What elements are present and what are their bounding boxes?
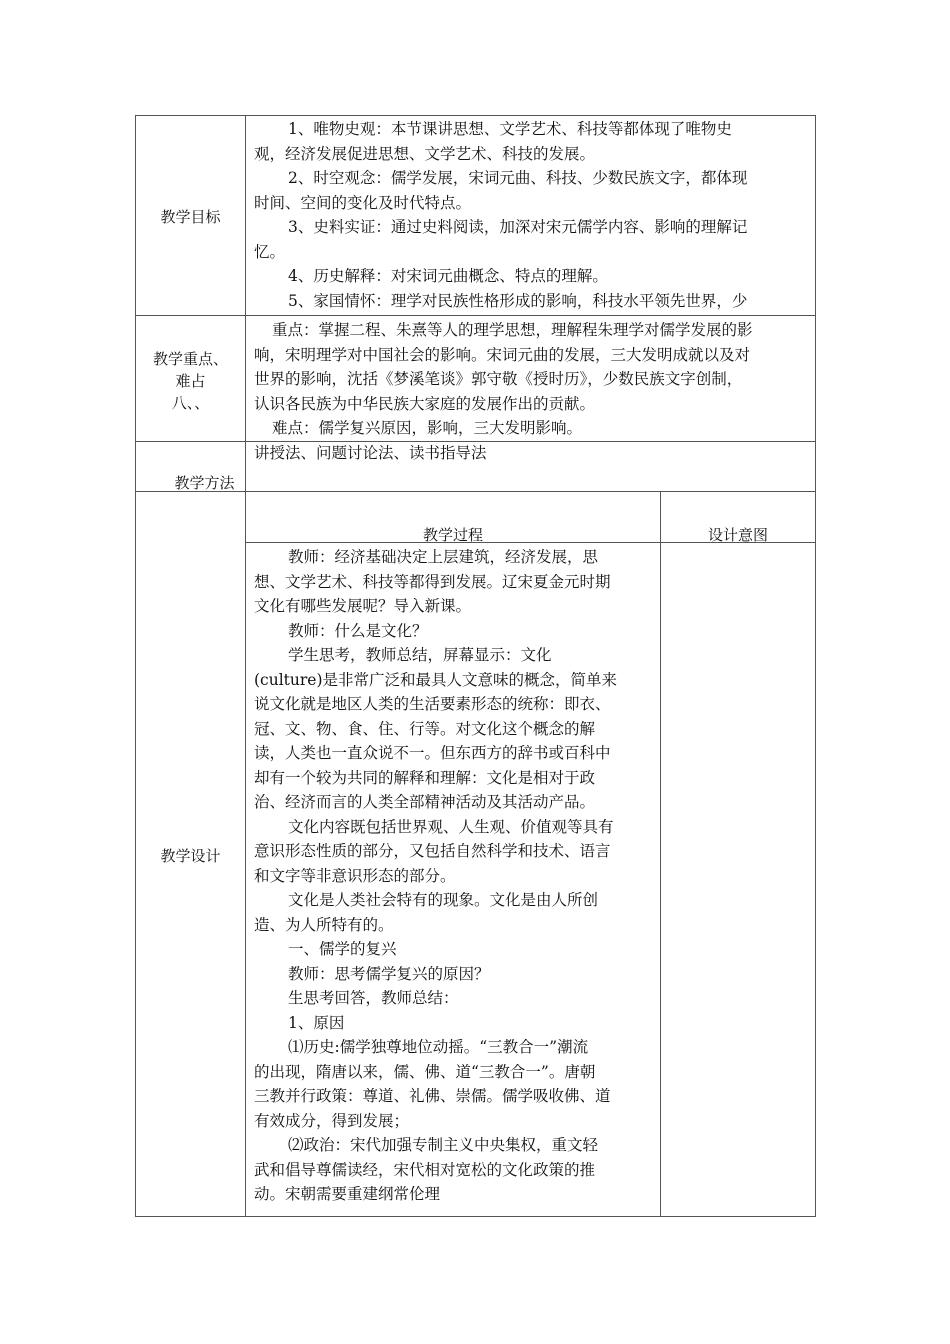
key-points-label-line: 教学重点、: [152, 350, 228, 368]
key-points-label-line: 难占: [175, 372, 206, 390]
intent-header: 设计意图: [707, 526, 768, 544]
process-line: 教师：什么是文化？: [288, 621, 428, 640]
process-line: 生思考回答，教师总结：: [288, 989, 459, 1007]
objectives-content: [254, 117, 810, 314]
design-process-content: [254, 545, 656, 1215]
process-line: 学生思考，教师总结，屏幕显示：文化: [288, 646, 552, 664]
process-line: 的出现，隋唐以来，儒、佛、道“三教合一”。唐朝: [254, 1062, 596, 1081]
key-point-line: 难点：儒学复兴原因，影响，三大发明影响。: [272, 419, 583, 437]
table-border-top: [135, 115, 816, 116]
process-line: 教师：经济基础决定上层建筑，经济发展，思: [288, 548, 599, 566]
objective-line: 5、家国情怀：理学对民族性格形成的影响，科技水平领先世界，少: [288, 291, 748, 310]
objective-line: 4、历史解释：对宋词元曲概念、特点的理解。: [288, 267, 608, 285]
process-line: 文化内容既包括世界观、人生观、价值观等具有: [288, 817, 614, 836]
table-border-left: [135, 115, 136, 1217]
objectives-label: 教学目标: [160, 208, 221, 226]
process-line: 冠、文、物、食、住、行等。对文化这个概念的解: [254, 719, 596, 738]
intent-column-divider: [660, 491, 661, 1217]
process-line: 和文字等非意识形态的部分。: [254, 866, 456, 885]
process-line: 1、原因: [288, 1013, 345, 1032]
methods-label: 教学方法: [174, 474, 235, 492]
key-points-label: [136, 348, 245, 414]
process-line: ⑴历史:儒学独尊地位动摇。“三教合一”潮流: [288, 1038, 589, 1056]
methods-content: 讲授法、问题讨论法、读书指导法: [254, 444, 487, 462]
design-label: 教学设计: [160, 847, 221, 865]
process-line: 读，人类也一直众说不一。但东西方的辞书或百科中: [254, 744, 611, 762]
process-line: 武和倡导尊儒读经，宋代相对宽松的文化政策的推: [254, 1160, 596, 1179]
key-points-content: [254, 318, 810, 440]
process-line: 文化有哪些发展呢？导入新课。: [254, 597, 472, 615]
process-line: 意识形态性质的部分，又包括自然科学和技术、语言: [254, 842, 611, 860]
key-point-line: 世界的影响，沈括《梦溪笔谈》郭守敬《授时历》，少数民族文字创制，: [254, 370, 743, 388]
table-border-right: [815, 115, 816, 1217]
key-point-line: 重点：掌握二程、朱熹等人的理学思想，理解程朱理学对儒学发展的影: [272, 321, 753, 339]
process-line: 却有一个较为共同的解释和理解：文化是相对于政: [254, 768, 596, 787]
key-points-label-line: 八、、: [171, 394, 210, 412]
objective-line: 时间、空间的变化及时代特点。: [254, 193, 472, 212]
process-line: 想、文学艺术、科技等都得到发展。辽宋夏金元时期: [254, 572, 611, 591]
label-column-divider: [245, 115, 246, 1217]
process-line: 教师：思考儒学复兴的原因？: [288, 964, 490, 983]
key-point-line: 响，宋明理学对中国社会的影响。宋词元曲的发展，三大发明成就以及对: [254, 345, 751, 364]
objective-line: 忆。: [254, 242, 286, 261]
process-line: 一、儒学的复兴: [288, 940, 397, 958]
process-line: 动。宋朝需要重建纲常伦理: [254, 1185, 441, 1203]
objective-line: 观，经济发展促进思想、文学艺术、科技的发展。: [254, 144, 596, 163]
objective-line: 1、唯物史观：本节课讲思想、文学艺术、科技等都体现了唯物史: [288, 120, 732, 138]
process-line: 治、经济而言的人类全部精神活动及其活动产品。: [254, 793, 596, 811]
process-line: (culture)是非常广泛和最具人文意味的概念，简单来: [254, 670, 618, 689]
row-divider-1: [135, 315, 816, 316]
process-line: 三教并行政策：尊道、礼佛、崇儒。儒学吸收佛、道: [254, 1087, 611, 1105]
process-line: 造、为人所特有的。: [254, 915, 394, 934]
key-point-line: 认识各民族为中华民族大家庭的发展作出的贡献。: [254, 394, 596, 413]
table-border-bottom: [135, 1216, 816, 1217]
process-line: 文化是人类社会特有的现象。文化是由人所创: [288, 891, 599, 909]
process-line: 说文化就是地区人类的生活要素形态的统称：即衣、: [254, 695, 611, 713]
objective-line: 2、时空观念：儒学发展，宋词元曲、科技、少数民族文字，都体现: [288, 169, 748, 187]
objective-line: 3、史料实证：通过史料阅读，加深对宋元儒学内容、影响的理解记: [288, 218, 748, 236]
process-line: ⑵政治：宋代加强专制主义中央集权，重文轻: [288, 1136, 599, 1154]
process-line: 有效成分，得到发展；: [254, 1111, 410, 1130]
process-header: 教学过程: [422, 526, 483, 544]
